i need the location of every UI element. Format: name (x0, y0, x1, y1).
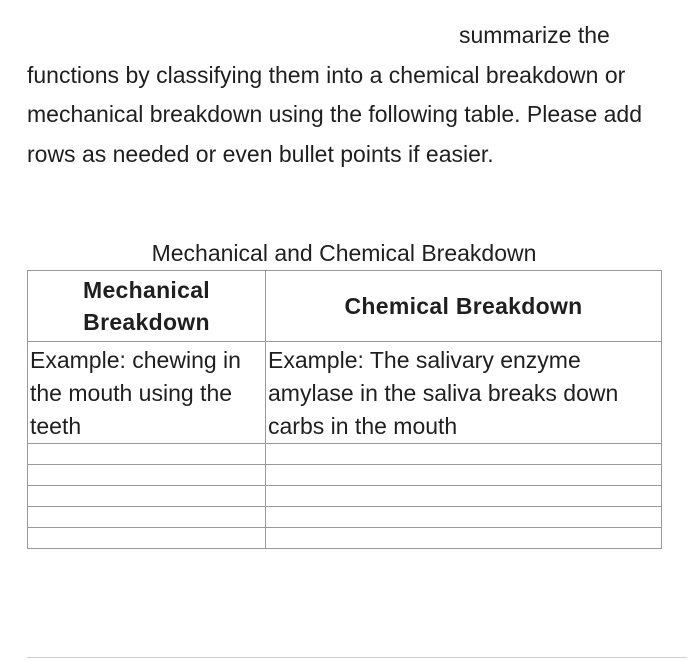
table-header-row (28, 271, 662, 342)
header-mechanical: Mechanical Breakdown (28, 271, 266, 342)
chemical-cell[interactable] (266, 486, 662, 507)
bottom-divider (27, 657, 687, 658)
chemical-cell[interactable] (266, 444, 662, 465)
example-chemical-cell[interactable]: Example: The salivary enzyme amylase in the saliva breaks down carbs in the mouth (266, 342, 662, 444)
table-row (28, 486, 662, 507)
instructions-text (27, 16, 677, 174)
table-row (28, 444, 662, 465)
chemical-cell[interactable] (266, 528, 662, 549)
chemical-cell[interactable] (266, 507, 662, 528)
table-row (28, 465, 662, 486)
mechanical-cell[interactable] (28, 444, 266, 465)
instructions-body: functions by classifying them into a chemical breakdown or mechanical breakdown using the following table. Please add rows as needed or even bullet points if easier. (27, 61, 643, 167)
mechanical-cell[interactable] (28, 507, 266, 528)
table-row (28, 507, 662, 528)
breakdown-table (27, 270, 662, 549)
header-chemical: Chemical Breakdown (266, 271, 662, 342)
table-row (28, 528, 662, 549)
instructions-line-1: summarize the (459, 22, 610, 48)
example-row (28, 342, 662, 444)
mechanical-cell[interactable] (28, 486, 266, 507)
chemical-cell[interactable] (266, 465, 662, 486)
example-mechanical-cell[interactable]: Example: chewing in the mouth using the teeth (28, 342, 266, 444)
mechanical-cell[interactable] (28, 465, 266, 486)
mechanical-cell[interactable] (28, 528, 266, 549)
table-caption: Mechanical and Chemical Breakdown (151, 240, 537, 266)
